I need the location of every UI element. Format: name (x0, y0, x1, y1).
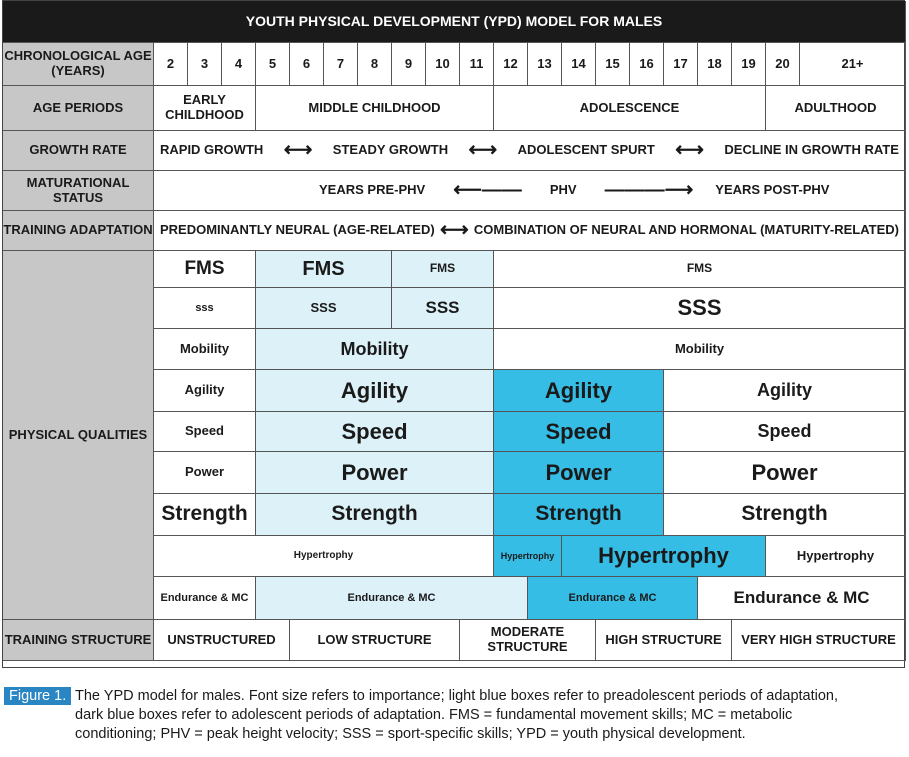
age-cell: 11 (460, 43, 494, 86)
endurance-late: Endurance & MC (698, 577, 906, 620)
power-early: Power (154, 452, 256, 494)
structure-very-high: VERY HIGH STRUCTURE (732, 620, 906, 661)
sss-early: sss (154, 288, 256, 329)
age-cell: 20 (766, 43, 800, 86)
hypertrophy-childhood: Hypertrophy (154, 536, 494, 577)
fms-late-childhood: FMS (392, 251, 494, 288)
age-cell: 9 (392, 43, 426, 86)
power-adolescence: Power (494, 452, 664, 494)
adaptation-row (154, 211, 906, 251)
row-label-age: CHRONOLOGICAL AGE (YEARS) (3, 43, 154, 86)
mobility-adolescence: Mobility (494, 329, 906, 370)
row-label-qualities: PHYSICAL QUALITIES (3, 251, 154, 620)
period-early-childhood: EARLY CHILDHOOD (154, 86, 256, 131)
adaptation-combination: COMBINATION OF NEURAL AND HORMONAL (MATURITY-RELATED) (473, 222, 899, 238)
adaptation-neural: PREDOMINANTLY NEURAL (AGE-RELATED) (160, 222, 435, 238)
mobility-childhood: Mobility (256, 329, 494, 370)
maturational-row (154, 171, 906, 211)
hypertrophy-adulthood: Hypertrophy (766, 536, 906, 577)
fms-early: FMS (154, 251, 256, 288)
caption-tag: Figure 1. (4, 687, 71, 705)
phv: PHV (549, 182, 577, 198)
fms-middle: FMS (256, 251, 392, 288)
row-label-structure: TRAINING STRUCTURE (3, 620, 154, 661)
row-label-periods: AGE PERIODS (3, 86, 154, 131)
ypd-model-table (2, 0, 905, 668)
table-title: YOUTH PHYSICAL DEVELOPMENT (YPD) MODEL FOR MALES (3, 1, 906, 43)
strength-early: Strength (154, 494, 256, 536)
period-adulthood: ADULTHOOD (766, 86, 906, 131)
agility-adolescence: Agility (494, 370, 664, 412)
power-childhood: Power (256, 452, 494, 494)
endurance-adolescence: Endurance & MC (528, 577, 698, 620)
row-label-growth: GROWTH RATE (3, 131, 154, 171)
speed-early: Speed (154, 412, 256, 452)
age-cell: 12 (494, 43, 528, 86)
growth-decline: DECLINE IN GROWTH RATE (724, 142, 899, 158)
row-label-adaptation: TRAINING ADAPTATION (3, 211, 154, 251)
growth-spurt: ADOLESCENT SPURT (517, 142, 655, 158)
period-middle-childhood: MIDDLE CHILDHOOD (256, 86, 494, 131)
age-cell: 5 (256, 43, 290, 86)
caption-line-2: dark blue boxes refer to adolescent periods of adaptation. FMS = fundamental movement skills; MC = metabolic (75, 707, 793, 723)
age-cell: 14 (562, 43, 596, 86)
double-arrow-icon: ⟷ (468, 139, 498, 161)
double-arrow-icon: ⟷ (439, 219, 469, 241)
pre-phv: YEARS PRE-PHV (319, 182, 426, 198)
age-cell: 19 (732, 43, 766, 86)
hypertrophy-adolescence: Hypertrophy (562, 536, 766, 577)
strength-adolescence: Strength (494, 494, 664, 536)
right-arrow-icon: ———⟶ (604, 179, 694, 201)
structure-unstructured: UNSTRUCTURED (154, 620, 290, 661)
speed-adolescence: Speed (494, 412, 664, 452)
sss-middle: SSS (256, 288, 392, 329)
age-cell: 16 (630, 43, 664, 86)
age-cell: 13 (528, 43, 562, 86)
structure-low: LOW STRUCTURE (290, 620, 460, 661)
sss-late-childhood: SSS (392, 288, 494, 329)
period-adolescence: ADOLESCENCE (494, 86, 766, 131)
age-cell: 15 (596, 43, 630, 86)
endurance-early: Endurance & MC (154, 577, 256, 620)
growth-rapid: RAPID GROWTH (160, 142, 264, 158)
speed-childhood: Speed (256, 412, 494, 452)
post-phv: YEARS POST-PHV (715, 182, 830, 198)
age-cell: 2 (154, 43, 188, 86)
age-cell: 7 (324, 43, 358, 86)
age-cell: 4 (222, 43, 256, 86)
age-cell: 18 (698, 43, 732, 86)
endurance-childhood: Endurance & MC (256, 577, 528, 620)
caption-line-3: conditioning; PHV = peak height velocity; SSS = sport-specific skills; YPD = youth physical development. (75, 726, 746, 742)
hypertrophy-early-adolescence: Hypertrophy (494, 536, 562, 577)
strength-childhood: Strength (256, 494, 494, 536)
age-cell: 10 (426, 43, 460, 86)
age-cell: 6 (290, 43, 324, 86)
age-cell: 17 (664, 43, 698, 86)
growth-rate-row (154, 131, 906, 171)
double-arrow-icon: ⟷ (675, 139, 704, 161)
speed-late: Speed (664, 412, 906, 452)
age-cell: 21+ (800, 43, 906, 86)
caption-text: The YPD model for males. Font size refers to importance; light blue boxes refer to preadolescent periods of adaptation, (75, 688, 839, 704)
strength-late: Strength (664, 494, 906, 536)
double-arrow-icon: ⟷ (283, 139, 313, 161)
mobility-early: Mobility (154, 329, 256, 370)
power-late: Power (664, 452, 906, 494)
agility-childhood: Agility (256, 370, 494, 412)
structure-high: HIGH STRUCTURE (596, 620, 732, 661)
row-label-maturational: MATURATIONAL STATUS (3, 171, 154, 211)
sss-adolescence: SSS (494, 288, 906, 329)
left-arrow-icon: ⟵—— (453, 179, 522, 201)
age-cell: 8 (358, 43, 392, 86)
figure-caption (4, 687, 904, 744)
structure-moderate: MODERATE STRUCTURE (460, 620, 596, 661)
growth-steady: STEADY GROWTH (332, 142, 449, 158)
age-cell: 3 (188, 43, 222, 86)
agility-late: Agility (664, 370, 906, 412)
agility-early: Agility (154, 370, 256, 412)
fms-adolescence: FMS (494, 251, 906, 288)
